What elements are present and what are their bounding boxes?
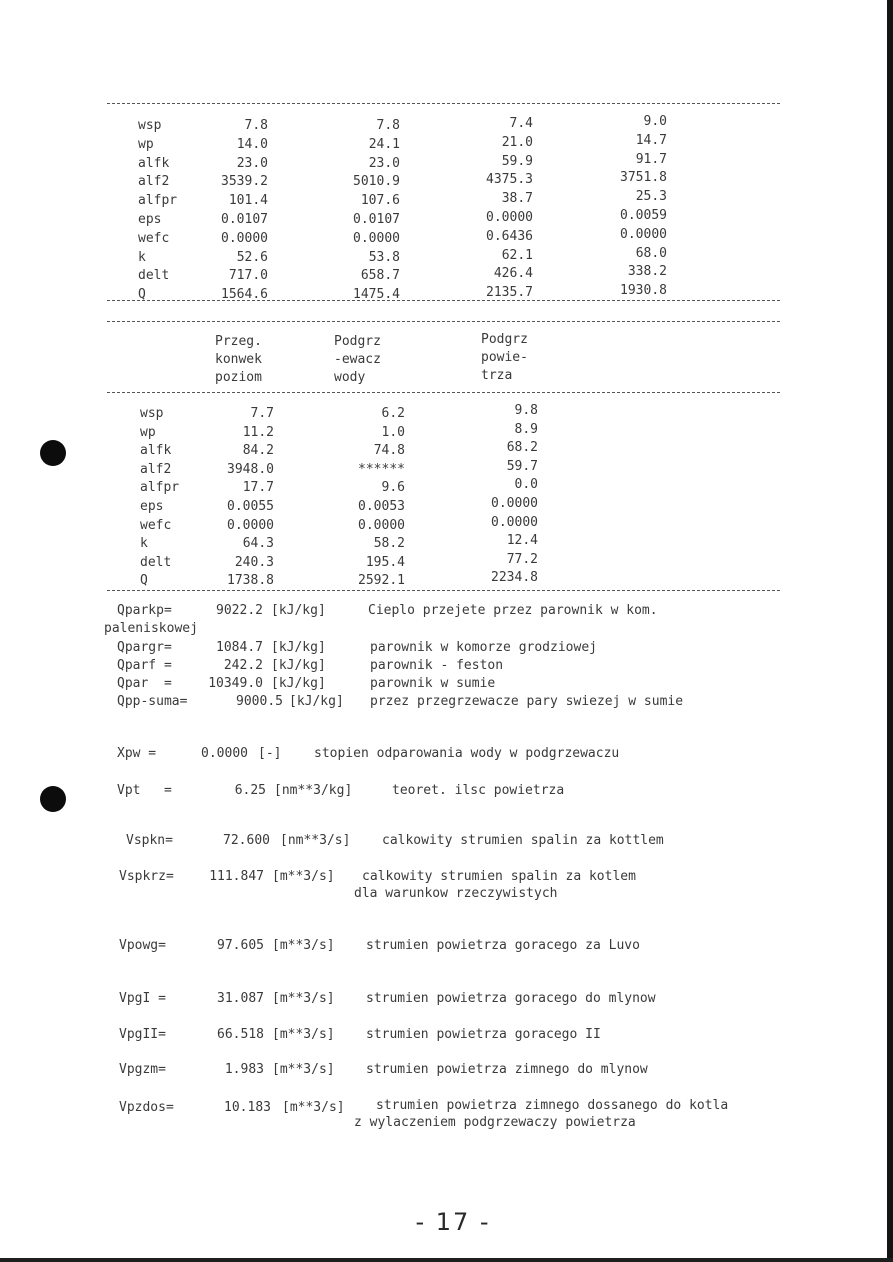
qpar-unit: [kJ/kg] [271, 676, 326, 691]
qpar-label: Qpar = [117, 676, 172, 691]
row-label: alfk [140, 443, 172, 458]
vpt-unit: [nm**3/kg] [274, 783, 353, 798]
vpgi-desc: strumien powietrza goracego do mlynow [366, 991, 656, 1006]
cell-value: 3539.2 [221, 174, 268, 189]
cell-value: 7.4 [509, 116, 533, 131]
cell-value: 0.0107 [353, 212, 400, 227]
cell-value: 240.3 [234, 555, 274, 570]
cell-value: 52.6 [236, 250, 268, 265]
scan-edge [887, 0, 893, 1262]
divider [107, 300, 780, 301]
cell-value: 4375.3 [486, 172, 533, 187]
row-label: wsp [138, 118, 162, 133]
cell-value: 0.0000 [227, 518, 274, 533]
row-label: alfk [138, 156, 170, 171]
vpt-value: 6.25 [234, 783, 266, 798]
cell-value: 25.3 [635, 189, 667, 204]
row-label: wsp [140, 406, 164, 421]
cell-value: 7.8 [376, 118, 400, 133]
qpargr-desc: parownik w komorze grodziowej [370, 640, 597, 655]
cell-value: 0.0059 [620, 208, 667, 223]
vpzdos-label: Vpzdos= [119, 1100, 174, 1115]
column-header: konwek [215, 352, 262, 367]
vpgi-value: 31.087 [217, 991, 264, 1006]
column-header: trza [481, 368, 513, 383]
column-header: Przeg. [215, 334, 262, 349]
cell-value: 0.0000 [353, 231, 400, 246]
cell-value: 38.7 [501, 191, 533, 206]
vpgzm-unit: [m**3/s] [272, 1062, 335, 1077]
cell-value: 0.0000 [358, 518, 405, 533]
qparkp-unit: [kJ/kg] [271, 603, 326, 618]
vpgzm-label: Vpgzm= [119, 1062, 166, 1077]
cell-value: 0.6436 [486, 229, 533, 244]
cell-value: 1.0 [381, 425, 405, 440]
vpowg-desc: strumien powietrza goracego za Luvo [366, 938, 640, 953]
vpzdos-unit: [m**3/s] [282, 1100, 345, 1115]
qpp-desc: przez przegrzewacze pary swiezej w sumie [370, 694, 684, 709]
row-label: eps [138, 212, 162, 227]
cell-value: 717.0 [228, 268, 268, 283]
cell-value: 9.6 [381, 480, 405, 495]
cell-value: 0.0 [514, 477, 538, 492]
cell-value: 0.0000 [486, 210, 533, 225]
column-header: Podgrz [334, 334, 381, 349]
vpt-label: Vpt = [117, 783, 172, 798]
cell-value: 0.0000 [491, 515, 538, 530]
cell-value: 14.0 [236, 137, 268, 152]
qparkp-desc-cont: paleniskowej [104, 621, 198, 636]
column-header: Podgrz [481, 332, 528, 347]
cell-value: ****** [358, 462, 405, 477]
divider [107, 103, 780, 104]
qparf-desc: parownik - feston [370, 658, 504, 673]
column-header: wody [334, 370, 366, 385]
cell-value: 59.9 [501, 154, 533, 169]
row-label: wefc [138, 231, 170, 246]
page-number: - 17 - [415, 1208, 491, 1236]
punch-hole [40, 440, 66, 466]
cell-value: 1930.8 [620, 283, 667, 298]
cell-value: 8.9 [514, 422, 538, 437]
qparf-label: Qparf = [117, 658, 172, 673]
vpgzm-desc: strumien powietrza zimnego do mlynow [366, 1062, 648, 1077]
row-label: wefc [140, 518, 172, 533]
scan-edge-bottom [0, 1258, 893, 1262]
cell-value: 7.8 [244, 118, 268, 133]
vspkrz-label: Vspkrz= [119, 869, 174, 884]
cell-value: 1564.6 [221, 287, 268, 302]
vspkn-unit: [nm**3/s] [280, 833, 351, 848]
row-label: delt [138, 268, 170, 283]
cell-value: 101.4 [228, 193, 268, 208]
column-header: powie- [481, 350, 528, 365]
qpp-label: Qpp-suma= [117, 694, 188, 709]
vspkn-value: 72.600 [223, 833, 270, 848]
vpzdos-desc: strumien powietrza zimnego dossanego do kotla [376, 1098, 729, 1113]
cell-value: 17.7 [242, 480, 274, 495]
cell-value: 195.4 [365, 555, 405, 570]
cell-value: 12.4 [506, 533, 538, 548]
vpgi-label: VpgI = [119, 991, 166, 1006]
row-label: alf2 [140, 462, 172, 477]
cell-value: 1738.8 [227, 573, 274, 588]
cell-value: 11.2 [242, 425, 274, 440]
cell-value: 3751.8 [620, 170, 667, 185]
cell-value: 9.8 [514, 403, 538, 418]
cell-value: 53.8 [368, 250, 400, 265]
divider [107, 321, 780, 322]
vpgii-desc: strumien powietrza goracego II [366, 1027, 601, 1042]
qparkp-value: 9022.2 [216, 603, 263, 618]
qparkp-desc: Cieplo przejete przez parownik w kom. [368, 603, 658, 618]
row-label: wp [140, 425, 156, 440]
cell-value: 58.2 [373, 536, 405, 551]
cell-value: 21.0 [501, 135, 533, 150]
vpgii-label: VpgII= [119, 1027, 166, 1042]
cell-value: 1475.4 [353, 287, 400, 302]
xpw-label: Xpw = [117, 746, 157, 761]
xpw-value: 0.0000 [201, 746, 248, 761]
cell-value: 84.2 [242, 443, 274, 458]
vspkrz-unit: [m**3/s] [272, 869, 335, 884]
cell-value: 426.4 [493, 266, 533, 281]
cell-value: 68.0 [635, 246, 667, 261]
qpargr-label: Qpargr= [117, 640, 172, 655]
cell-value: 2135.7 [486, 285, 533, 300]
vpzdos-desc-cont: z wylaczeniem podgrzewaczy powietrza [354, 1115, 636, 1130]
cell-value: 9.0 [643, 114, 667, 129]
qpargr-value: 1084.7 [216, 640, 263, 655]
cell-value: 658.7 [360, 268, 400, 283]
column-header: -ewacz [334, 352, 381, 367]
cell-value: 0.0107 [221, 212, 268, 227]
cell-value: 91.7 [635, 152, 667, 167]
cell-value: 0.0000 [221, 231, 268, 246]
row-label: delt [140, 555, 172, 570]
cell-value: 23.0 [236, 156, 268, 171]
cell-value: 24.1 [368, 137, 400, 152]
vspkrz-value: 111.847 [209, 869, 264, 884]
cell-value: 338.2 [627, 264, 667, 279]
cell-value: 0.0000 [620, 227, 667, 242]
row-label: Q [140, 573, 148, 588]
cell-value: 107.6 [360, 193, 400, 208]
vpgii-value: 66.518 [217, 1027, 264, 1042]
cell-value: 2234.8 [491, 570, 538, 585]
qpar-value: 10349.0 [208, 676, 263, 691]
vspkrz-desc: calkowity strumien spalin za kotlem [362, 869, 636, 884]
vpowg-value: 97.605 [217, 938, 264, 953]
row-label: alfpr [140, 480, 180, 495]
qpar-desc: parownik w sumie [370, 676, 496, 691]
vspkn-desc: calkowity strumien spalin za kottlem [382, 833, 664, 848]
cell-value: 0.0055 [227, 499, 274, 514]
column-header: poziom [215, 370, 262, 385]
qpp-unit: [kJ/kg] [289, 694, 344, 709]
xpw-unit: [-] [258, 746, 282, 761]
cell-value: 23.0 [368, 156, 400, 171]
qparf-unit: [kJ/kg] [271, 658, 326, 673]
cell-value: 5010.9 [353, 174, 400, 189]
divider [107, 392, 780, 393]
cell-value: 3948.0 [227, 462, 274, 477]
cell-value: 7.7 [250, 406, 274, 421]
punch-hole [40, 786, 66, 812]
vpt-desc: teoret. ilsc powietrza [392, 783, 565, 798]
vpgi-unit: [m**3/s] [272, 991, 335, 1006]
cell-value: 68.2 [506, 440, 538, 455]
cell-value: 74.8 [373, 443, 405, 458]
divider [107, 590, 780, 591]
cell-value: 62.1 [501, 248, 533, 263]
qpargr-unit: [kJ/kg] [271, 640, 326, 655]
qpp-value: 9000.5 [236, 694, 283, 709]
row-label: eps [140, 499, 164, 514]
cell-value: 2592.1 [358, 573, 405, 588]
cell-value: 14.7 [635, 133, 667, 148]
cell-value: 0.0000 [491, 496, 538, 511]
vspkrz-desc-cont: dla warunkow rzeczywistych [354, 886, 558, 901]
xpw-desc: stopien odparowania wody w podgrzewaczu [314, 746, 620, 761]
vpowg-label: Vpowg= [119, 938, 166, 953]
cell-value: 0.0053 [358, 499, 405, 514]
cell-value: 6.2 [381, 406, 405, 421]
cell-value: 59.7 [506, 459, 538, 474]
cell-value: 64.3 [242, 536, 274, 551]
row-label: alf2 [138, 174, 170, 189]
row-label: Q [138, 287, 146, 302]
qparkp-label: Qparkp= [117, 603, 172, 618]
vpgii-unit: [m**3/s] [272, 1027, 335, 1042]
cell-value: 77.2 [506, 552, 538, 567]
vpgzm-value: 1.983 [224, 1062, 264, 1077]
row-label: wp [138, 137, 154, 152]
vpowg-unit: [m**3/s] [272, 938, 335, 953]
row-label: k [140, 536, 148, 551]
row-label: alfpr [138, 193, 178, 208]
vspkn-label: Vspkn= [126, 833, 173, 848]
row-label: k [138, 250, 146, 265]
qparf-value: 242.2 [223, 658, 263, 673]
vpzdos-value: 10.183 [224, 1100, 271, 1115]
